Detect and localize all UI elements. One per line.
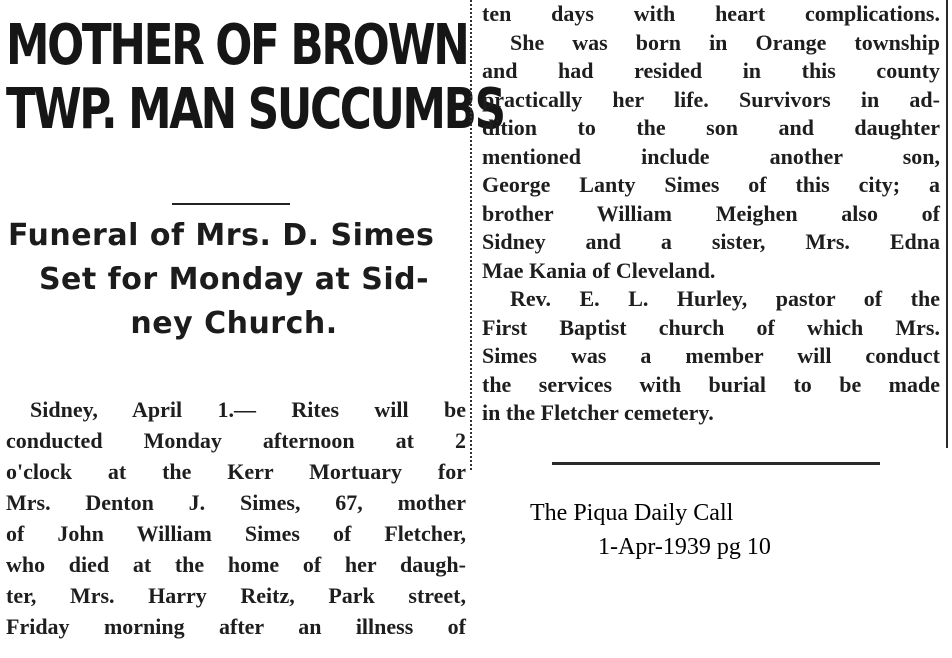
headline-line-2: TWP. MAN SUCCUMBS [6,77,504,142]
body-line: practically her life. Survivors in ad- [482,86,940,112]
subheadline-line-1: Funeral of Mrs. D. Simes [8,218,435,253]
body-line: Mae Kania of Cleveland. [482,257,716,283]
body-line: and had resided in this county [482,58,940,83]
body-line: brother William Meighen also of [482,200,940,226]
body-line: of John William Simes of Fletcher, [6,521,466,546]
column-divider [470,0,475,470]
body-line: conducted Monday afternoon at 2 [6,428,466,453]
body-line: Rev. E. L. Hurley, pastor of the [510,286,940,311]
body-line: Sidney, April 1.— Rites will be [30,397,466,422]
article-end-rule [552,462,880,465]
body-line: ten days with heart complications. [482,1,940,26]
caption-source: The Piqua Daily Call [530,500,734,526]
body-line: She was born in Orange township [510,29,940,55]
subheadline [0,214,468,346]
article-body-left [6,394,466,642]
headline-line-1: MOTHER OF BROWN [6,13,468,78]
body-line: Sidney and a sister, Mrs. Edna [482,229,940,254]
body-line: Friday morning after an illness of [6,614,466,639]
body-line: dition to the son and daughter [482,115,940,140]
body-line: mentioned include another son, [482,143,940,169]
body-line: who died at the home of her daugh- [6,552,466,577]
body-line: o'clock at the Kerr Mortuary for [6,459,466,484]
body-line: George Lanty Simes of this city; a [482,172,940,197]
article-body-right [482,0,940,428]
source-caption [530,496,771,564]
body-line: Simes was a member will conduct [482,343,940,368]
body-line: ter, Mrs. Harry Reitz, Park street, [6,583,466,608]
subheadline-line-3: ney Church. [130,306,338,341]
caption-date-page: 1-Apr-1939 pg 10 [598,534,771,560]
subheadline-line-2: Set for Monday at Sid- [38,262,430,297]
body-line: in the Fletcher cemetery. [482,400,714,425]
body-line: Mrs. Denton J. Simes, 67, mother [6,490,466,515]
headline [6,13,504,142]
body-line: the services with burial to be made [482,371,940,397]
body-line: First Baptist church of which Mrs. [482,314,940,340]
headline-divider [172,203,290,205]
clipping-right-edge [946,0,948,448]
